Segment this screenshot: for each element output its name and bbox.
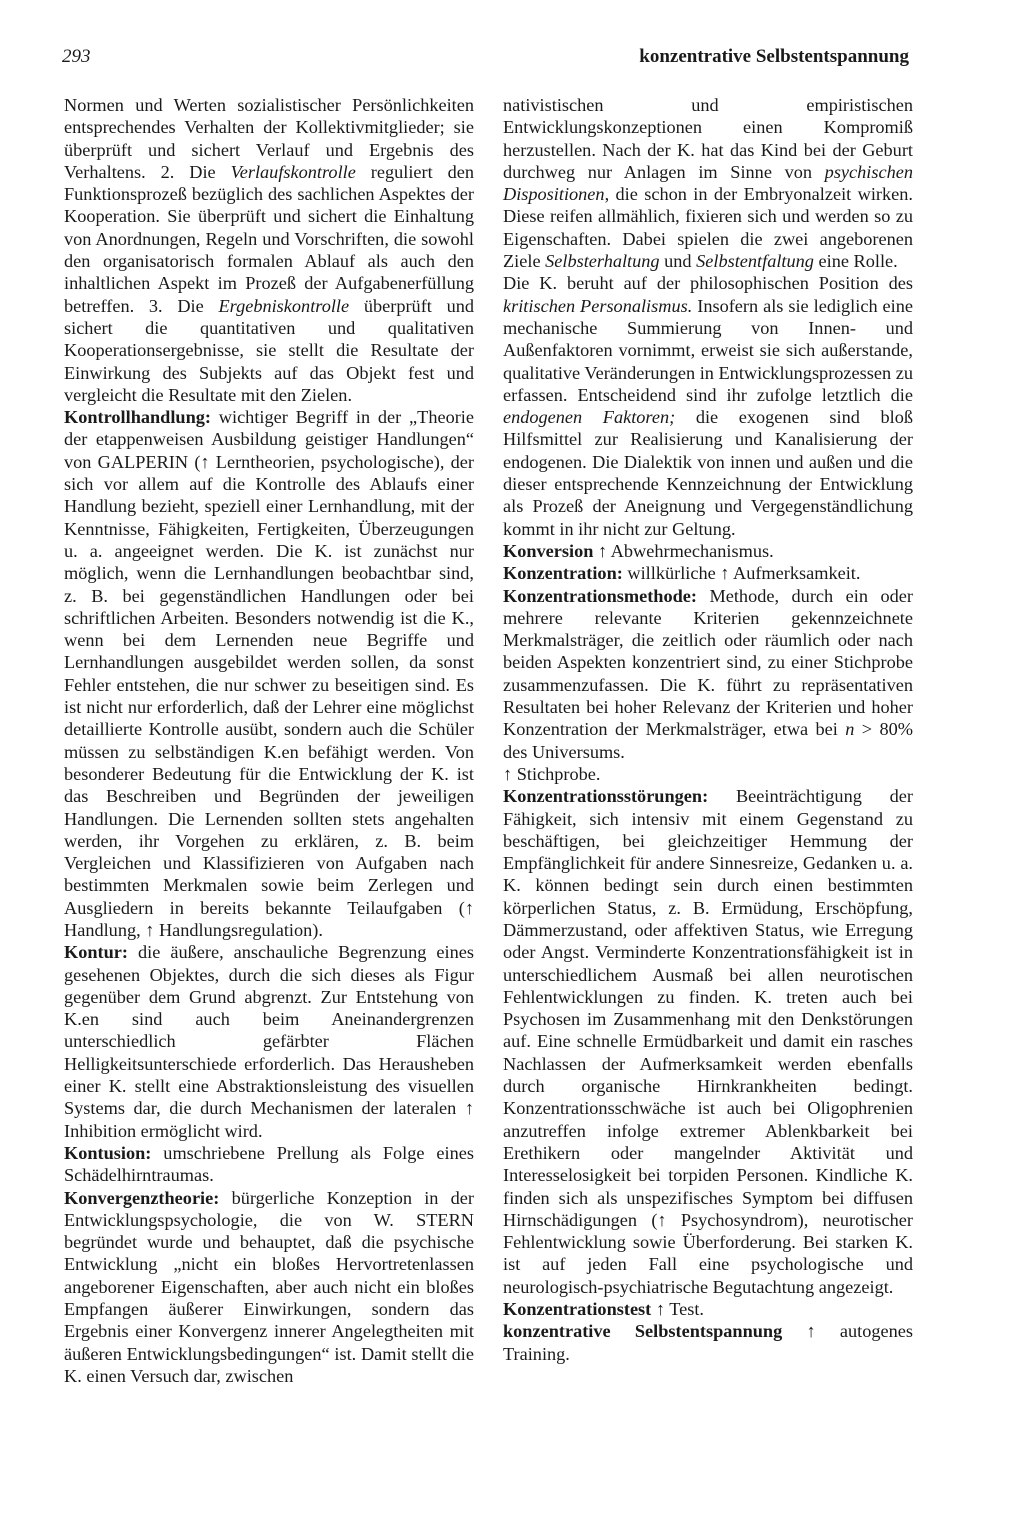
- entry-kontrollhandlung: Kontrollhandlung: wichtiger Begriff in der „Theorie der etappenweisen Ausbildung geistiger Handlungen“ von GALPERIN (↑ Lerntheorien, psychologische), der sich vor allem auf die Kontrolle des Ablaufs einer Handlung bezieht, speziell einer Lernhandlung, mit der Kenntnisse, Fähigkeiten, Fertigkeiten, Überzeugungen u. a. angeeignet werden. Die K. ist zunächst nur möglich, wenn die Lernhandlungen beobachtbar sind, z. B. bei gegenständlichen Handlungen oder bei schriftlichen Arbeiten. Besonders notwendig ist die K., wenn bei dem Lernenden neue Begriffe und Lernhandlungen ausgebildet werden sollen, da sonst Fehler entstehen, die nur schwer zu beseitigen sind. Es ist nicht nur erforderlich, daß der Lehrer eine möglichst detaillierte Kontrolle ausübt, sondern auch die Schüler müssen zu selbständigen K.en befähigt werden. Von besonderer Bedeutung für die Entwicklung der K. ist das Beschreiben und Begründen der jeweiligen Handlungen. Die Lernenden sollten stets angehalten werden, ihr Vorgehen zu erklären, z. B. beim Vergleichen und Klassifizieren von Aufgaben nach bestimmten Merkmalen sowie beim Zerlegen und Ausgliedern in bereits bekannte Teilaufgaben (↑ Handlung, ↑ Handlungsregulation).: [64, 407, 474, 940]
- entry-konzentrationsmethode: Konzentrationsmethode: Methode, durch ein oder mehrere relevante Kriterien gekennzeichnete Merkmalsträger, die zeitlich oder räumlich oder nach beiden Aspekten konzentriert sind, zu einer Stichprobe zusammenzufassen. Die K. führt zu repräsentativen Resultaten bei hoher Relevanz der Kriterien und hoher Konzentration der Merkmalsträger, etwa bei n > 80% des Universums.: [503, 585, 913, 762]
- right-column: [503, 94, 913, 1365]
- running-head: konzentrative Selbstentspannung: [639, 46, 909, 67]
- headword: Konzentrationsmethode:: [503, 585, 697, 606]
- headword: Konversion: [503, 540, 594, 561]
- headword: Kontur:: [64, 942, 128, 963]
- entry-kontusion: Kontusion: umschriebene Prellung als Folge eines Schädelhirntraumas.: [64, 1142, 474, 1186]
- entry-konzentrative-selbstentspannung: konzentrative Selbstentspannung ↑ autogenes Training.: [503, 1321, 913, 1364]
- continued-paragraph: nativistischen und empiristischen Entwicklungskonzeptionen einen Kompromiß herzustellen. Nach der K. hat das Kind bei der Geburt durchweg nur Anlagen im Sinne von psychischen Dispositionen, die schon in der Embryonalzeit wirken. Diese reifen allmählich, fixieren sich und werden so zu Eigenschaften. Dabei spielen die zwei angeborenen Ziele Selbsterhaltung und Selbstentfaltung eine Rolle.: [503, 95, 913, 272]
- headword: Konvergenztheorie:: [64, 1187, 220, 1208]
- entry-konzentrationstest: Konzentrationstest ↑ Test.: [503, 1299, 704, 1320]
- headword: Kontusion:: [64, 1142, 152, 1163]
- headword: Konzentrationstest: [503, 1299, 652, 1320]
- page-number: 293: [62, 46, 91, 67]
- headword: konzentrative Selbstentspannung: [503, 1321, 783, 1342]
- entry-konzentrationsstoerungen: Konzentrationsstörungen: Beeinträchtigung der Fähigkeit, sich intensiv mit einem Gegenstand zu beschäftigen, bei gleichzeitiger Hemmung der Empfänglichkeit für andere Sinnesreize, Gedanken u. a. K. können bedingt sein durch einen bestimmten körperlichen Status, z. B. Ermüdung, Erschöpfung, Dämmerzustand, oder affektiven Status, wie Erregung oder Angst. Verminderte Konzentrationsfähigkeit ist in unterschiedlichem Ausmaß bei allen neurotischen Fehlentwicklungen zu finden. K. treten auch bei Psychosen im Zusammenhang mit den Denkstörungen auf. Eine schnelle Ermüdbarkeit und damit ein rasches Nachlassen der Aufmerksamkeit werden ebenfalls durch organische Hirnkrankheiten bedingt. Konzentrationsschwäche ist auch bei Oligophrenien anzutreffen infolge extremer Ablenkbarkeit bei Erethikern oder mangelnder Aktivität und Interesselosigkeit bei torpiden Personen. Kindliche K. finden sich als unspezifisches Symptom bei diffusen Hirnschädigungen (↑ Psychosyndrom), neurotischer Fehlentwicklung sowie Überforderung. Bei starken K. ist auf jeden Fall eine psychologische und neurologisch-psychiatrische Begutachtung angezeigt.: [503, 786, 913, 1297]
- headword: Konzentrationsstörungen:: [503, 786, 709, 807]
- cross-reference: ↑ Stichprobe.: [503, 763, 601, 784]
- left-column: [64, 94, 474, 1387]
- entry-konzentration: Konzentration: willkürliche ↑ Aufmerksamkeit.: [503, 563, 861, 584]
- entry-kontur: Kontur: die äußere, anschauliche Begrenzung eines gesehenen Objektes, durch die sich dieses als Figur gegenüber dem Grund abgrenzt. Zur Entstehung von K.en sind auch beim Aneinandergrenzen unterschiedlich gefärbter Flächen Helligkeitsunterschiede erforderlich. Das Herausheben einer K. stellt eine Abstraktionsleistung des visuellen Systems dar, die durch Mechanismen der lateralen ↑ Inhibition ermöglicht wird.: [64, 942, 474, 1141]
- continued-paragraph: Normen und Werten sozialistischer Persönlichkeiten entsprechendes Verhalten der Kollektivmitglieder; sie überprüft und sichert Verlauf und Ergebnis des Verhaltens. 2. Die Verlaufskontrolle reguliert den Funktionsprozeß bezüglich des sachlichen Aspektes der Kooperation. Sie überprüft und sichert die Einhaltung von Anordnungen, Regeln und Vorschriften, die sowohl den organisatorisch formalen Ablauf als auch den inhaltlichen Aspekt im Prozeß der Aufgabenerfüllung betreffen. 3. Die Ergebniskontrolle überprüft und sichert die quantitativen und qualitativen Kooperationsergebnisse, sie stellt die Resultate der Einwirkung des Subjekts auf das Objekt fest und vergleicht die Resultate mit den Zielen.: [64, 95, 474, 405]
- entry-konversion: Konversion ↑ Abwehrmechanismus.: [503, 540, 774, 561]
- headword: Konzentration:: [503, 563, 623, 584]
- headword: Kontrollhandlung:: [64, 407, 211, 428]
- paragraph-personalismus: Die K. beruht auf der philosophischen Position des kritischen Personalismus. Insofern als sie lediglich eine mechanische Summierung von Innen- und Außenfaktoren vornimmt, erweist sie sich außerstande, qualitative Veränderungen in Entwicklungsprozessen zu erfassen. Entscheidend sind ihr zufolge letztlich die endogenen Faktoren; die exogenen sind bloß Hilfsmittel zur Realisierung und Kanalisierung der endogenen. Die Dialektik von innen und außen und die dieser entsprechende Kennzeichnung der Entwicklung als Prozeß der Aneignung und Vergegenständlichung kommt in ihr nicht zur Geltung.: [503, 273, 913, 539]
- entry-konvergenztheorie: Konvergenztheorie: bürgerliche Konzeption in der Entwicklungspsychologie, die von W. STERN begründet wurde und behauptet, daß die psychische Entwicklung „nicht ein bloßes Hervortretenlassen angeborener Eigenschaften, aber auch nicht ein bloßes Empfangen äußerer Einwirkungen, sondern das Ergebnis einer Konvergenz innerer Angelegtheiten mit äußeren Entwicklungsbedingungen“ ist. Damit stellt die K. einen Versuch dar, zwischen: [64, 1187, 474, 1386]
